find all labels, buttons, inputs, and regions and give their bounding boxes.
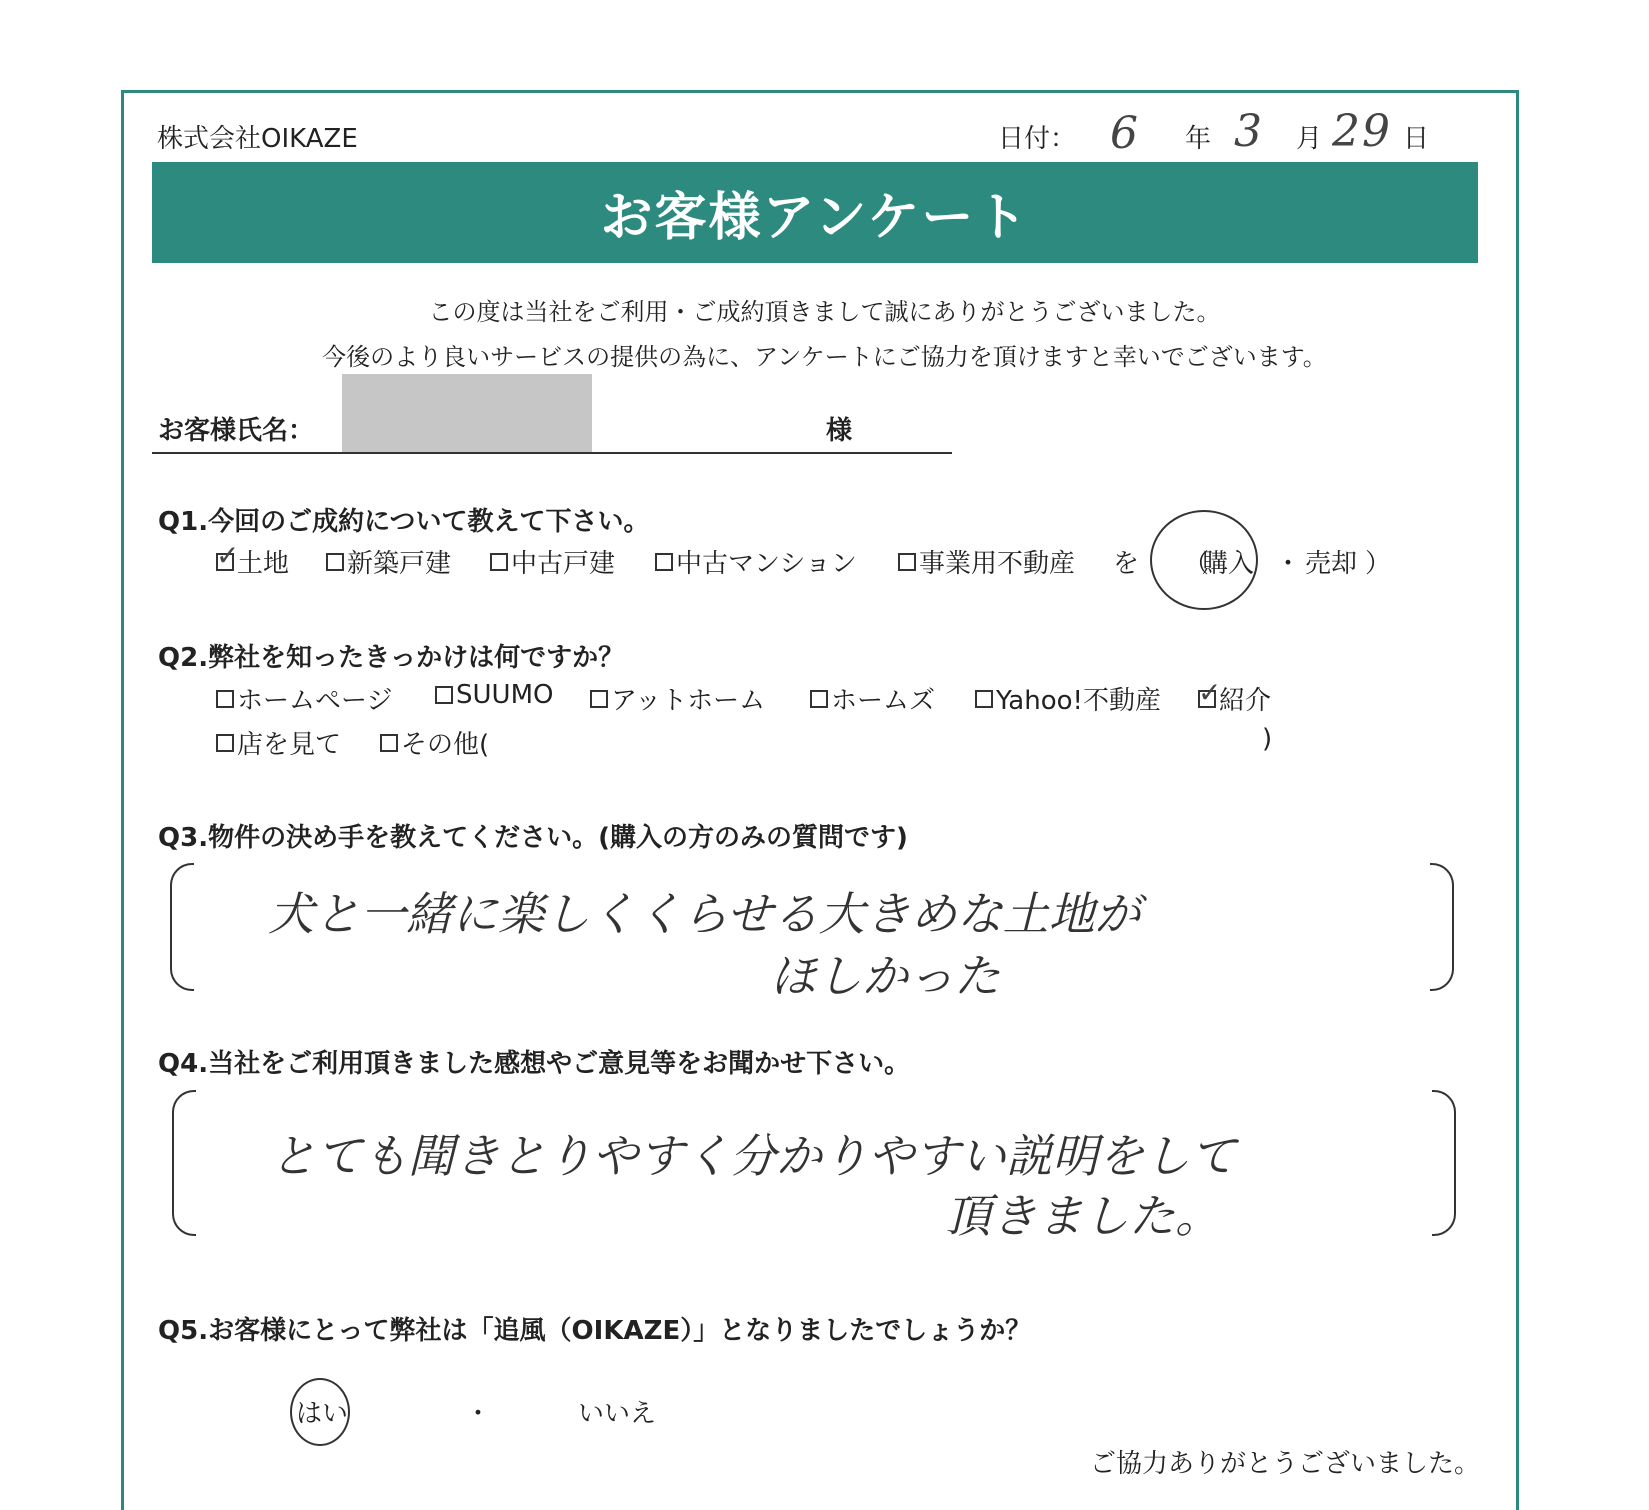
option-label: アットホーム [611, 686, 766, 716]
checkbox[interactable] [590, 690, 608, 708]
date-day: 29 [1332, 106, 1392, 157]
checkbox[interactable] [655, 553, 673, 571]
checkbox[interactable] [898, 553, 916, 571]
q1-option-used-house[interactable] [490, 543, 615, 580]
checkbox[interactable] [216, 690, 234, 708]
option-label: 事業用不動産 [919, 549, 1076, 579]
option-label: 紹介 [1219, 686, 1272, 716]
intro-line-1: この度は当社をご利用・ご成約頂きまして誠にありがとうございました。 [428, 298, 1221, 326]
checkbox[interactable] [975, 690, 993, 708]
option-label: ホームズ [831, 686, 936, 716]
q2-option-homes[interactable] [810, 680, 935, 717]
closing-message: ご協力ありがとうございました。 [1090, 1449, 1481, 1479]
checkbox[interactable] [216, 734, 234, 752]
q5-no[interactable]: いいえ [578, 1399, 657, 1429]
q4-question: Q4.当社をご利用頂きました感想やご意見等をお聞かせ下さい。 [158, 1049, 911, 1079]
intro-line-2: 今後のより良いサービスの提供の為に、アンケートにご協力を頂けますと幸いでございます。 [322, 343, 1327, 371]
q5-yes-circle [290, 1378, 350, 1446]
customer-name-label: お客様氏名： [158, 416, 315, 446]
checkbox[interactable] [326, 553, 344, 571]
q3-answer-line-2[interactable]: ほしかった [770, 949, 1000, 1003]
q3-bracket-left [170, 863, 194, 991]
date-month: 3 [1234, 106, 1262, 157]
check-mark-icon: ✓ [1198, 675, 1222, 709]
q4-answer-line-1[interactable]: とても聞きとりやすく分かりやすい説明をして [270, 1129, 1236, 1183]
q1-sale[interactable]: 売却 [1305, 549, 1358, 579]
date-day-unit: 日 [1403, 124, 1430, 154]
date-label: 日付： [998, 124, 1077, 154]
q4-bracket-left [172, 1090, 196, 1236]
q1-purchase-circle [1150, 510, 1258, 610]
q2-option-suumo[interactable] [435, 680, 553, 710]
q2-question: Q2.弊社を知ったきっかけは何ですか？ [158, 643, 625, 673]
q1-paren-open: （ [1183, 549, 1210, 579]
q2-option-other[interactable] [380, 724, 489, 761]
option-label: 店を見て [237, 730, 342, 760]
q4-answer-line-2[interactable]: 頂きました。 [945, 1189, 1221, 1243]
date-year-unit: 年 [1185, 124, 1212, 154]
checkbox-checked[interactable] [216, 538, 240, 572]
q2-other-close-paren: ) [1262, 724, 1273, 754]
checkbox[interactable] [380, 734, 398, 752]
checkbox[interactable] [435, 686, 453, 704]
page-title: お客様アンケート [152, 162, 1478, 263]
customer-honorific: 様 [826, 416, 853, 446]
option-label: 新築戸建 [347, 549, 452, 579]
q4-bracket-right [1432, 1090, 1456, 1236]
q1-question: Q1.今回のご成約について教えて下さい。 [158, 507, 650, 537]
q3-bracket-right [1430, 863, 1454, 991]
q2-option-yahoo[interactable] [975, 680, 1161, 717]
q5-question: Q5.お客様にとって弊社は「追風（OIKAZE）」となりましたでしょうか？ [158, 1316, 1032, 1346]
option-label: その他( [401, 730, 490, 760]
option-label: 土地 [237, 549, 290, 579]
q2-option-referral[interactable] [1198, 675, 1272, 717]
q1-dot: ・ [1275, 549, 1302, 579]
q5-yes[interactable]: はい [296, 1399, 349, 1429]
date-month-unit: 月 [1296, 124, 1323, 154]
option-label: SUUMO [456, 680, 554, 710]
q1-option-land[interactable] [216, 538, 290, 580]
option-label: 中古戸建 [511, 549, 616, 579]
q2-option-store[interactable] [216, 724, 341, 761]
checkbox[interactable] [490, 553, 508, 571]
q2-option-homepage[interactable] [216, 680, 392, 717]
customer-name-redacted [342, 374, 592, 454]
q1-option-new-house[interactable] [326, 543, 451, 580]
customer-name-underline [152, 452, 952, 454]
company-name: 株式会社OIKAZE [157, 124, 358, 154]
q3-question: Q3.物件の決め手を教えてください。(購入の方のみの質問です) [158, 823, 908, 853]
option-label: ホームページ [237, 686, 393, 716]
q2-option-athome[interactable] [590, 680, 765, 717]
check-mark-icon: ✓ [216, 538, 240, 572]
q1-option-used-mansion[interactable] [655, 543, 857, 580]
q3-answer-line-1[interactable]: 犬と一緒に楽しくくらせる大きめな土地が [268, 887, 1141, 941]
q1-paren-close: ） [1365, 549, 1392, 579]
q1-option-business[interactable] [898, 543, 1075, 580]
option-label: Yahoo!不動産 [996, 686, 1161, 716]
checkbox-checked[interactable] [1198, 675, 1222, 709]
checkbox[interactable] [810, 690, 828, 708]
q5-dot: ・ [465, 1399, 492, 1429]
option-label: 中古マンション [676, 549, 857, 579]
q1-purchase[interactable]: 購入 [1202, 549, 1255, 579]
q1-wo: を [1113, 549, 1140, 579]
date-year: 6 [1110, 108, 1138, 159]
